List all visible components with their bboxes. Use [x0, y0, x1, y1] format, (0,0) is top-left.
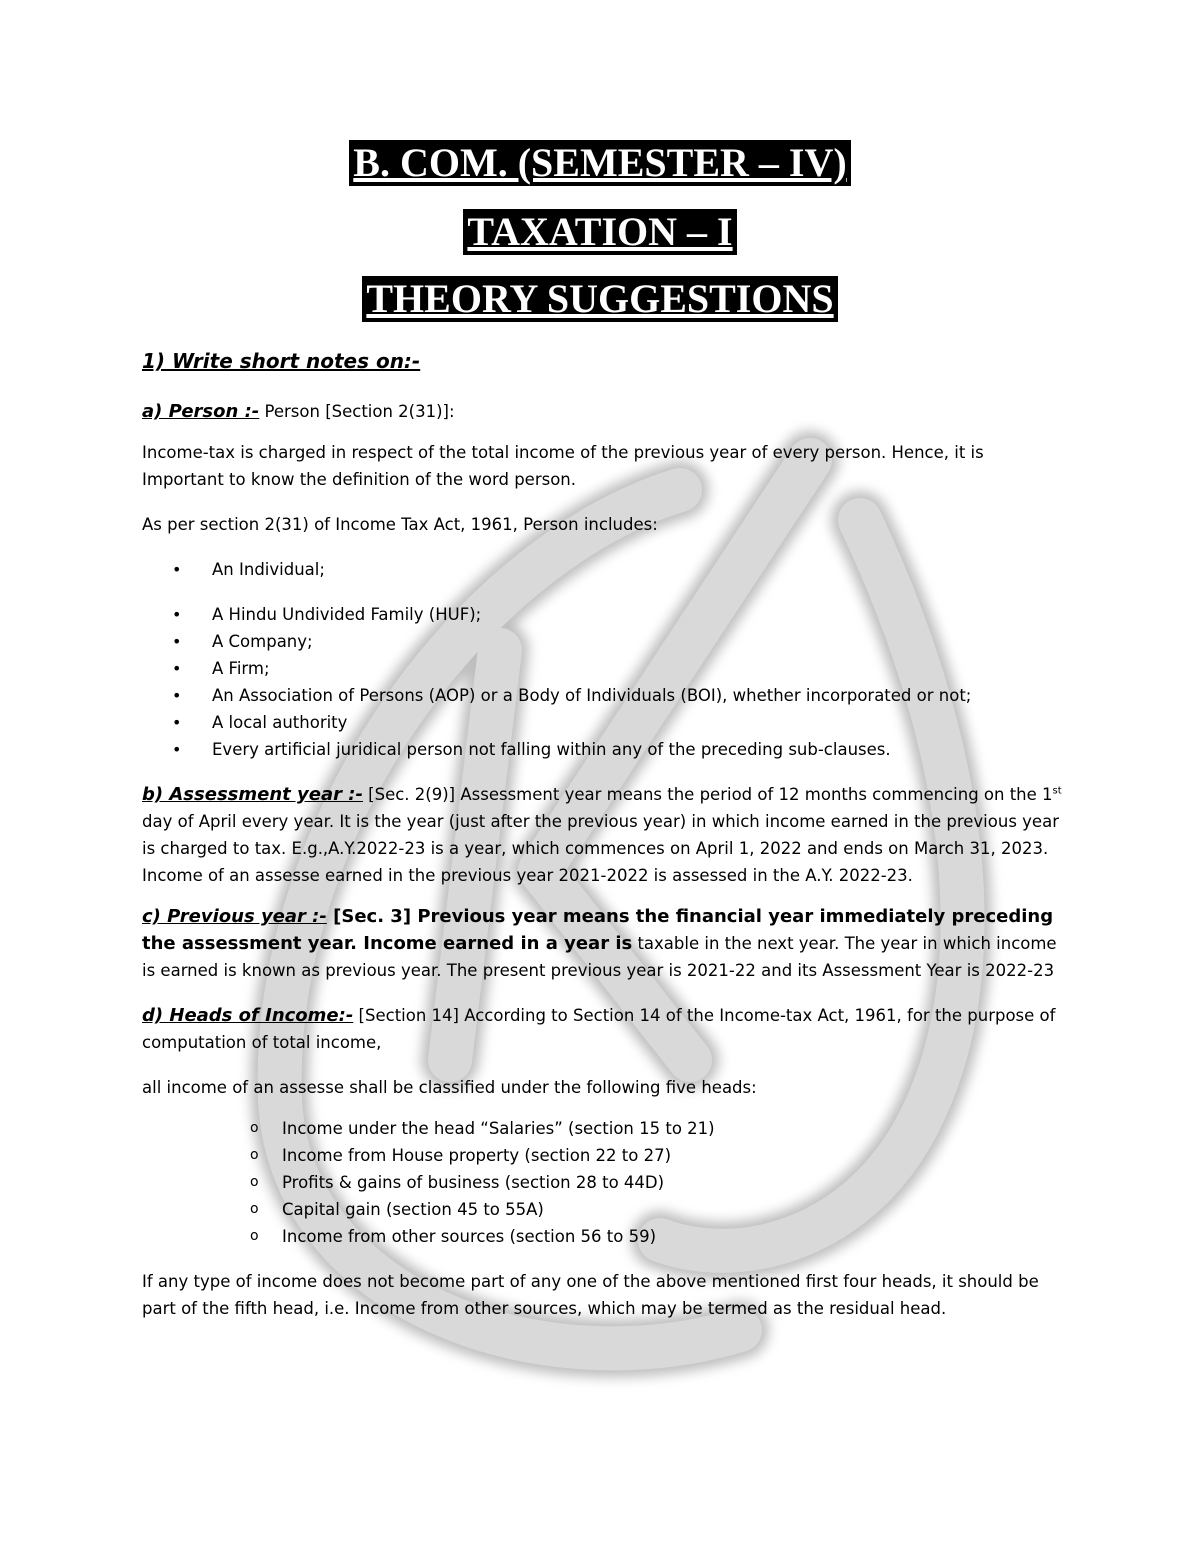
- section-a-para1: Income-tax is charged in respect of the total income of the previous year of every person. Hence, it is Important to know the definition of the word person.: [142, 443, 984, 489]
- list-item: • A Company;: [142, 628, 1067, 655]
- section-b-label: b) Assessment year :-: [142, 784, 363, 805]
- list-item: o Income under the head “Salaries” (section 15 to 21): [142, 1115, 1067, 1142]
- heads-of-income-list: [142, 1115, 1067, 1250]
- subject-title-wrap: [0, 209, 1200, 255]
- section-d-para2: all income of an assesse shall be classified under the following five heads:: [142, 1078, 757, 1097]
- suggestions-title: THEORY SUGGESTIONS: [362, 276, 837, 322]
- list-item: • Every artificial juridical person not falling within any of the preceding sub-clauses.: [142, 736, 1067, 763]
- section-a-label: a) Person :-: [142, 401, 260, 422]
- suggestions-title-wrap: [0, 276, 1200, 322]
- list-item: o Profits & gains of business (section 28 to 44D): [142, 1169, 1067, 1196]
- list-item: • A local authority: [142, 709, 1067, 736]
- list-item: o Capital gain (section 45 to 55A): [142, 1196, 1067, 1223]
- person-list: [142, 556, 1067, 763]
- closing-paragraph: If any type of income does not become part of any one of the above mentioned first four heads, it should be part of the fifth head, i.e. Income from other sources, which may be termed as the residual head.: [142, 1272, 1039, 1318]
- section-a-header: [142, 398, 1067, 425]
- section-d-label: d) Heads of Income:-: [142, 1005, 354, 1026]
- section-b-paragraph: b) Assessment year :- [Sec. 2(9)] Assessment year means the period of 12 months commencing on the 1st day of April every year. It is the year (just after the previous year) in which income earned in the previous year is charged to tax. E.g.,A.Y.2022-23 is a year, which commences on April 1, 2022 and ends on March 31, 2023. Income of an assesse earned in the previous year 2021-2022 is assessed in the A.Y. 2022-23.: [142, 784, 1062, 885]
- question-heading: 1) Write short notes on:-: [142, 349, 421, 373]
- list-item: • A Firm;: [142, 655, 1067, 682]
- section-a-ref: Person [Section 2(31)]:: [259, 402, 455, 421]
- list-item: • An Association of Persons (AOP) or a Body of Individuals (BOI), whether incorporated or not;: [142, 682, 1067, 709]
- list-item: • An Individual;: [142, 556, 1067, 583]
- section-d-paragraph: d) Heads of Income:- [Section 14] According to Section 14 of the Income-tax Act, 1961, for the purpose of computation of total income,: [142, 1005, 1056, 1052]
- course-title-wrap: [0, 140, 1200, 186]
- list-item: o Income from House property (section 22 to 27): [142, 1142, 1067, 1169]
- course-title: B. COM. (SEMESTER – IV): [349, 140, 850, 186]
- subject-title: TAXATION – I: [463, 209, 736, 255]
- section-a-para2: As per section 2(31) of Income Tax Act, 1961, Person includes:: [142, 515, 658, 534]
- section-c-paragraph: c) Previous year :- [Sec. 3] Previous year means the financial year immediately preceding the assessment year. Income earned in a year is taxable in the next year. The year in which income is earned is known as previous year. The present previous year is 2021-22 and its Assessment Year is 2022-23: [142, 906, 1057, 980]
- document-body: [142, 346, 1067, 1322]
- list-item: • A Hindu Undivided Family (HUF);: [142, 601, 1067, 628]
- list-item: o Income from other sources (section 56 to 59): [142, 1223, 1067, 1250]
- section-c-label: c) Previous year :-: [142, 906, 327, 927]
